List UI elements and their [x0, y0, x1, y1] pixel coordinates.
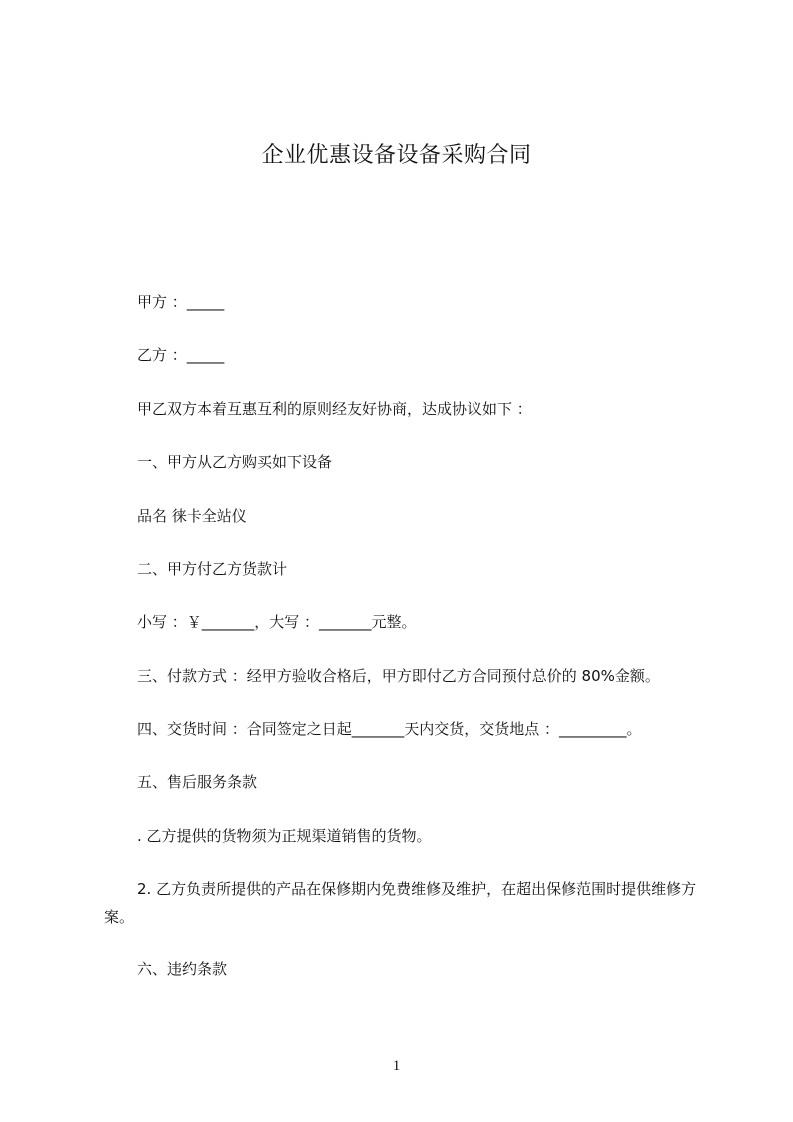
- section-2-heading: 二、甲方付乙方货款计: [137, 560, 288, 578]
- section-3-payment-terms: 三、付款方式 ：经甲方验收合格后，甲方即付乙方合同预付总价的 80%金额。: [137, 667, 660, 685]
- after-sales-clause-2: 2. 乙方负责所提供的产品在保修期内免费维修及维护，在超出保修范围时提供维修方案。: [104, 880, 697, 926]
- page-number: 1: [392, 1058, 401, 1074]
- intro-paragraph: 甲乙双方本着互惠互利的原则经友好协商，达成协议如下 ：: [137, 400, 532, 418]
- after-sales-clause-1: . 乙方提供的货物须为正规渠道销售的货物。: [137, 827, 432, 845]
- document-title: 企业优惠设备设备采购合同: [261, 143, 532, 168]
- amount-line: 小写 ：￥_______，大写 ：_______元整。: [137, 613, 417, 631]
- product-name-line: 品名 徕卡全站仪: [137, 507, 247, 525]
- section-6-heading: 六、违约条款: [137, 960, 228, 978]
- section-4-delivery-terms: 四、交货时间 ：合同签定之日起_______天内交货，交货地点 ：_________。: [137, 720, 642, 738]
- party-b-line: 乙方 ：_____: [137, 346, 225, 364]
- section-1-heading: 一、甲方从乙方购买如下设备: [137, 453, 333, 471]
- party-a-line: 甲方 ：_____: [137, 293, 225, 311]
- section-5-heading: 五、售后服务条款: [137, 773, 258, 791]
